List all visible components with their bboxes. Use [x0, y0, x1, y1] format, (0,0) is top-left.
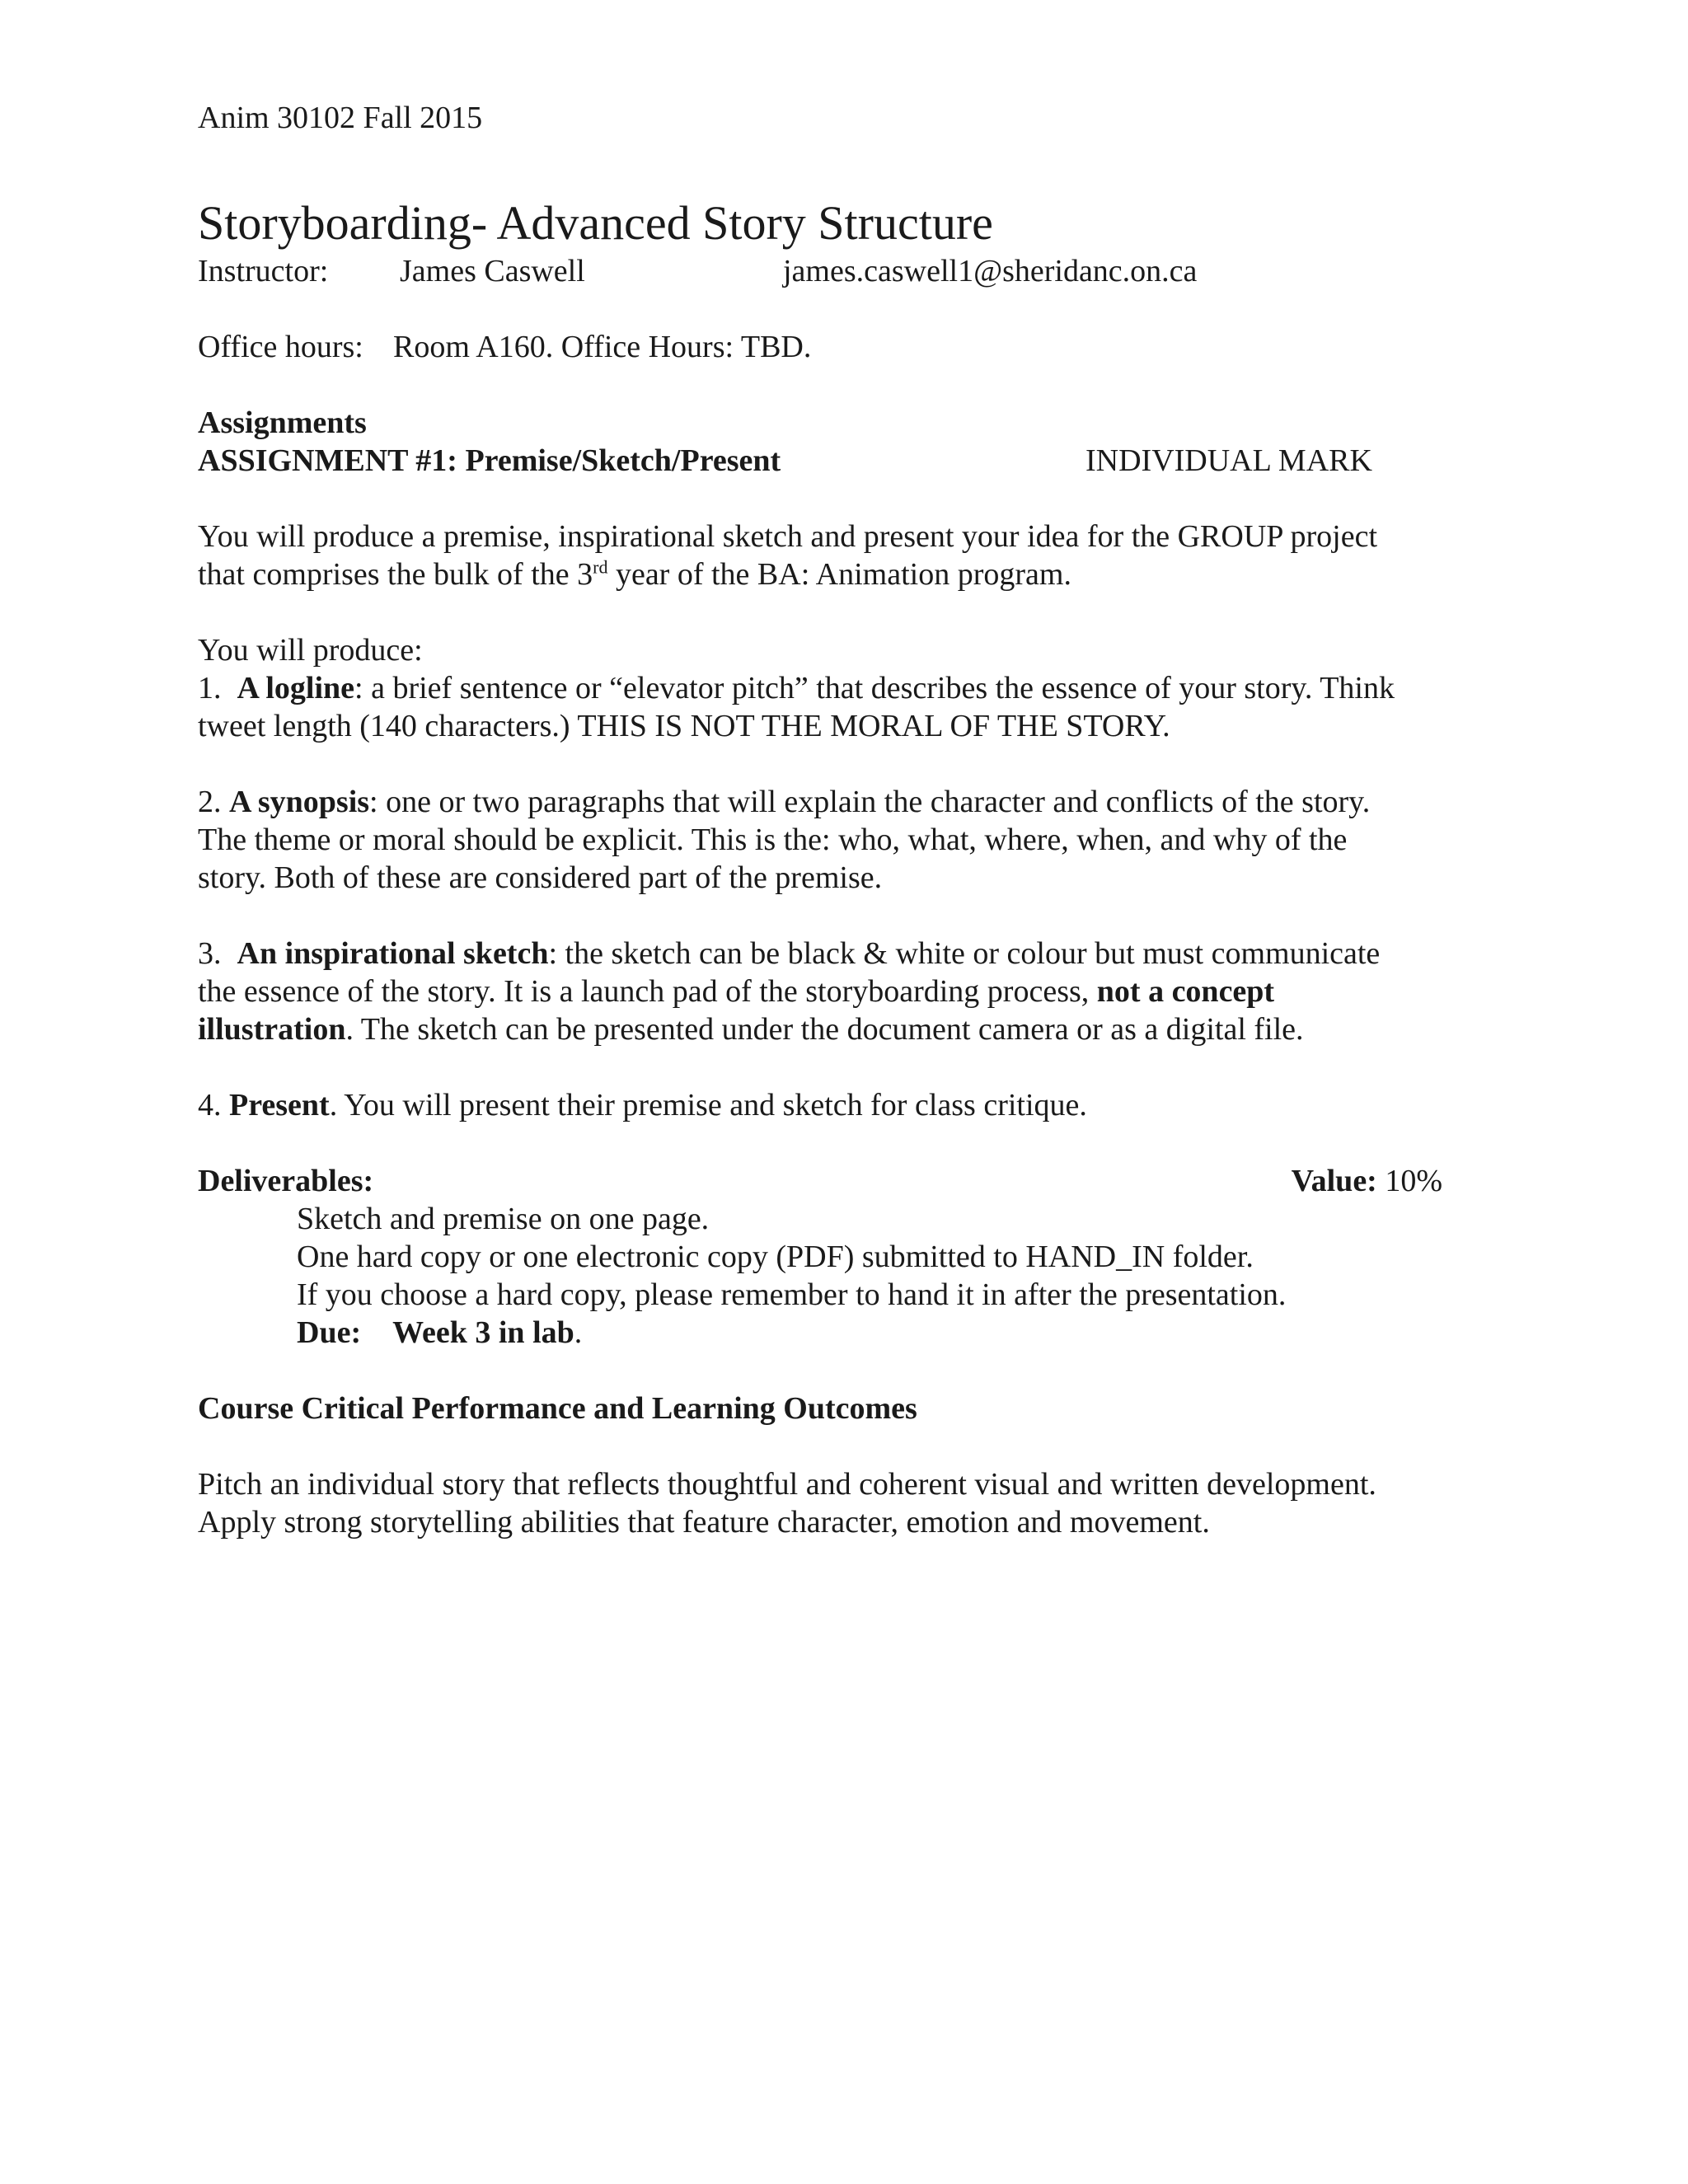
sketch-line-2: the essence of the story. It is a launch pad of the storyboarding process, not a concept: [198, 974, 1275, 1009]
instructor-name: James Caswell: [400, 254, 585, 288]
mark-type: INDIVIDUAL MARK: [1085, 443, 1372, 478]
deliverable-line-2: One hard copy or one electronic copy (PDF) submitted to HAND_IN folder.: [297, 1240, 1254, 1274]
office-hours-line: [198, 328, 1484, 366]
deliverables-header: [198, 1162, 1442, 1200]
sketch-line-3: illustration. The sketch can be presented under the document camera or as a digital file.: [198, 1012, 1304, 1047]
course-code: Anim 30102 Fall 2015: [198, 101, 483, 135]
instructor-line: [198, 252, 1484, 290]
produce-heading: You will produce:: [198, 633, 423, 668]
synopsis-term: A synopsis: [229, 785, 370, 819]
logline-line-2: tweet length (140 characters.) THIS IS NOT THE MORAL OF THE STORY.: [198, 709, 1170, 743]
synopsis-line-2: The theme or moral should be explicit. This is the: who, what, where, when, and why of the: [198, 823, 1348, 857]
synopsis-line-3: story. Both of these are considered part of the premise.: [198, 860, 883, 895]
deliverable-line-3: If you choose a hard copy, please remember to hand it in after the presentation.: [297, 1277, 1287, 1312]
value-field: Value: 10%: [1291, 1164, 1442, 1198]
assignments-heading: Assignments: [198, 405, 367, 440]
intro-line-2: that comprises the bulk of the 3rd year of the BA: Animation program.: [198, 556, 1071, 592]
logline-term: A logline: [237, 671, 355, 705]
deliverables-heading: Deliverables:: [198, 1164, 374, 1198]
outcomes-line-1: Pitch an individual story that reflects thoughtful and coherent visual and written development.: [198, 1467, 1376, 1502]
sketch-term: An inspirational sketch: [237, 936, 549, 971]
deliverable-line-1: Sketch and premise on one page.: [297, 1202, 710, 1236]
document-title: Storyboarding- Advanced Story Structure: [198, 196, 993, 250]
sketch-line-1: 3. An inspirational sketch: the sketch can be black & white or colour but must communicate: [198, 936, 1381, 971]
instructor-label: Instructor:: [198, 254, 329, 288]
present-term: Present: [229, 1088, 330, 1122]
due-line: Due: Week 3 in lab.: [297, 1315, 583, 1350]
assignment-title: ASSIGNMENT #1: Premise/Sketch/Present: [198, 443, 781, 478]
office-hours-text: Room A160. Office Hours: TBD.: [393, 330, 812, 364]
present-line: 4. Present. You will present their premise and sketch for class critique.: [198, 1088, 1087, 1122]
synopsis-line-1: 2. A synopsis: one or two paragraphs that will explain the character and conflicts of the story.: [198, 785, 1371, 819]
outcomes-heading: Course Critical Performance and Learning Outcomes: [198, 1391, 917, 1426]
assignment-title-line: [198, 442, 1484, 480]
instructor-email: james.caswell1@sheridanc.on.ca: [783, 254, 1198, 288]
outcomes-line-2: Apply strong storytelling abilities that feature character, emotion and movement.: [198, 1505, 1210, 1540]
intro-line-1: You will produce a premise, inspirational sketch and present your idea for the GROUP project: [198, 519, 1378, 554]
office-hours-label: Office hours:: [198, 330, 363, 364]
logline-line-1: 1. A logline: a brief sentence or “elevator pitch” that describes the essence of your story. Think: [198, 671, 1395, 705]
